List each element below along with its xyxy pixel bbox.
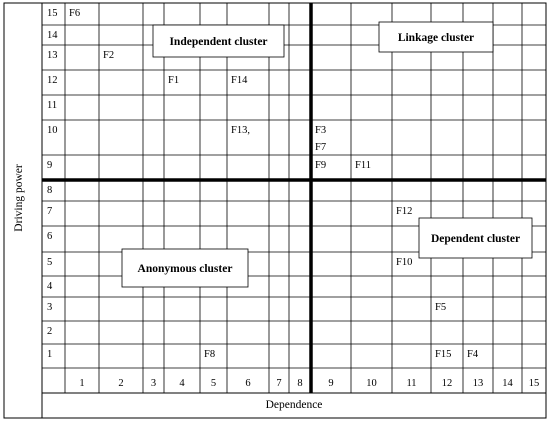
x-tick-label: 14 <box>502 378 513 389</box>
cluster-box <box>419 218 532 258</box>
x-tick-label: 10 <box>366 378 377 389</box>
cluster-label: Linkage cluster <box>397 32 475 44</box>
factor-label: F2 <box>103 50 115 61</box>
x-tick-label: 7 <box>276 378 282 389</box>
y-tick-label: 2 <box>47 326 53 337</box>
cluster-label: Independent cluster <box>169 36 268 48</box>
x-tick-label: 13 <box>472 378 484 389</box>
x-tick-label: 11 <box>406 378 417 389</box>
y-tick-label: 7 <box>47 206 53 217</box>
factor-label: F11 <box>355 160 371 171</box>
cluster-label: Anonymous cluster <box>137 263 233 275</box>
factor-label: F5 <box>435 302 447 313</box>
factor-label: F9 <box>315 160 327 171</box>
factor-label: F14 <box>231 75 248 86</box>
x-tick-label: 3 <box>150 378 157 389</box>
grid <box>42 3 546 393</box>
y-tick-label: 11 <box>47 100 58 111</box>
frame <box>4 3 546 418</box>
factor-label: F3 <box>315 125 327 136</box>
cluster-box <box>122 249 248 287</box>
factor-label: F8 <box>204 349 216 360</box>
factor-label: F1 <box>168 75 180 86</box>
cluster-label: Dependent cluster <box>430 233 521 245</box>
factor-label: F15 <box>435 349 452 360</box>
factor-label: F12 <box>396 206 413 217</box>
x-axis-title: Dependence <box>265 399 323 411</box>
y-tick-label: 8 <box>47 185 53 196</box>
x-tick-label: 6 <box>245 378 251 389</box>
tick-labels <box>47 8 539 389</box>
cluster-box <box>379 22 493 52</box>
quadrant-dividers <box>42 3 546 393</box>
factor-label: F4 <box>467 349 479 360</box>
y-tick-label: 9 <box>47 160 53 171</box>
cluster-boxes <box>122 22 532 287</box>
y-tick-label: 15 <box>47 8 58 19</box>
x-tick-label: 8 <box>297 378 303 389</box>
x-tick-label: 1 <box>79 378 85 389</box>
x-tick-label: 12 <box>441 378 453 389</box>
y-tick-label: 5 <box>47 257 53 268</box>
factor-labels <box>69 8 479 360</box>
y-tick-label: 3 <box>47 302 53 313</box>
y-tick-label: 6 <box>47 231 53 242</box>
y-tick-label: 4 <box>47 281 53 292</box>
factor-label: F13, <box>231 125 250 136</box>
x-tick-label: 9 <box>328 378 334 389</box>
y-axis-title: Driving power <box>13 164 25 232</box>
y-tick-label: 10 <box>47 125 58 136</box>
x-tick-label: 2 <box>118 378 124 389</box>
y-tick-label: 1 <box>47 349 53 360</box>
outer-border <box>4 3 546 418</box>
cluster-box <box>153 25 284 57</box>
x-tick-label: 15 <box>528 378 540 389</box>
y-tick-label: 13 <box>47 50 58 61</box>
x-tick-label: 4 <box>179 378 185 389</box>
y-tick-label: 14 <box>47 30 58 41</box>
factor-label: F6 <box>69 8 81 19</box>
x-tick-label: 5 <box>210 378 217 389</box>
y-tick-label: 12 <box>47 75 58 86</box>
factor-label: F7 <box>315 142 327 153</box>
factor-label: F10 <box>396 257 413 268</box>
